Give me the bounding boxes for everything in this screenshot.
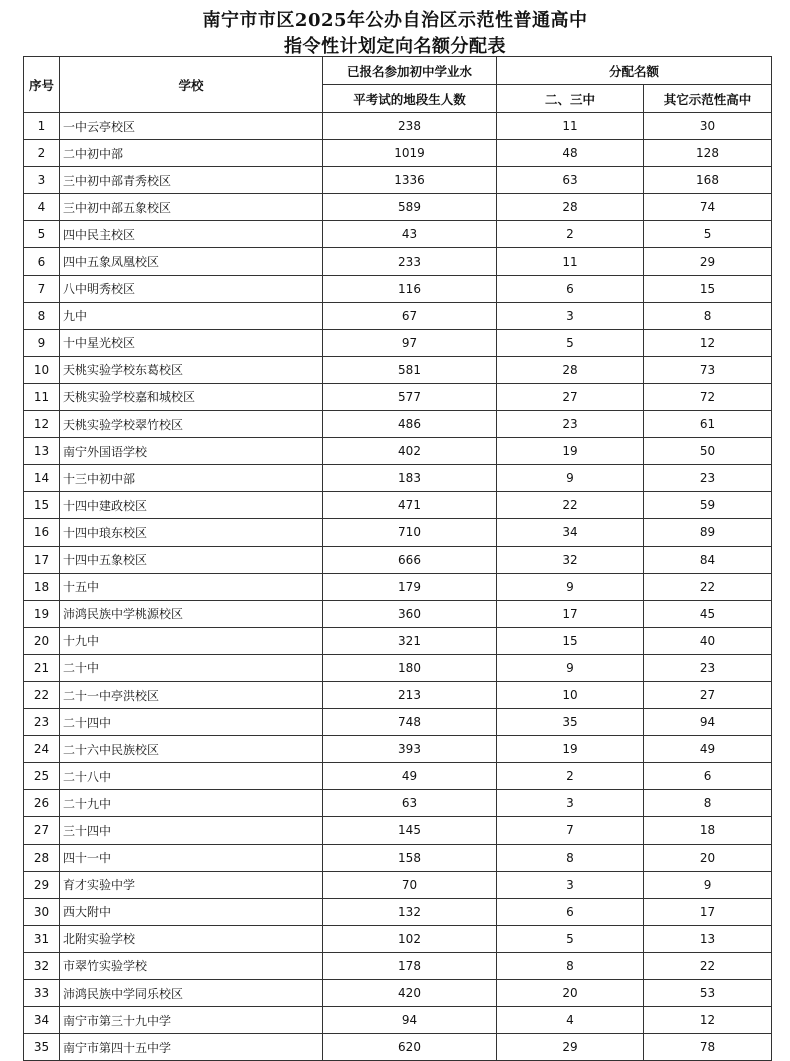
school-name-cell: 南宁市第四十五中学 [60,1034,323,1061]
school-name-cell: 二十一中亭洪校区 [60,681,323,708]
table-row [24,573,772,600]
row-index-cell: 19 [24,600,60,627]
registered-count-cell: 471 [323,492,497,519]
table-row [24,898,772,925]
table-row [24,1007,772,1034]
registered-count-cell: 97 [323,329,497,356]
table-row [24,952,772,979]
quota-group-a-cell: 20 [497,980,644,1007]
quota-group-b-cell: 72 [644,383,772,410]
quota-group-b-cell: 6 [644,763,772,790]
row-index-cell: 35 [24,1034,60,1061]
registered-count-cell: 238 [323,113,497,140]
school-name-cell: 十九中 [60,627,323,654]
row-index-cell: 33 [24,980,60,1007]
row-index-cell: 27 [24,817,60,844]
quota-group-a-cell: 27 [497,383,644,410]
row-index-cell: 28 [24,844,60,871]
quota-group-a-cell: 2 [497,221,644,248]
table-row [24,654,772,681]
registered-count-cell: 321 [323,627,497,654]
registered-count-cell: 132 [323,898,497,925]
quota-group-a-cell: 8 [497,844,644,871]
header-registered-line-2: 平考试的地段生人数 [323,85,497,113]
school-name-cell: 二十九中 [60,790,323,817]
table-row [24,167,772,194]
school-name-cell: 西大附中 [60,898,323,925]
row-index-cell: 8 [24,302,60,329]
quota-group-b-cell: 5 [644,221,772,248]
table-row [24,871,772,898]
allocation-table [23,56,772,1061]
school-name-cell: 十三中初中部 [60,465,323,492]
row-index-cell: 1 [24,113,60,140]
row-index-cell: 15 [24,492,60,519]
quota-group-a-cell: 5 [497,329,644,356]
quota-group-a-cell: 9 [497,573,644,600]
quota-group-a-cell: 10 [497,681,644,708]
school-name-cell: 十四中琅东校区 [60,519,323,546]
quota-group-b-cell: 8 [644,302,772,329]
quota-group-b-cell: 74 [644,194,772,221]
row-index-cell: 14 [24,465,60,492]
header-group-a: 二、三中 [497,85,644,113]
registered-count-cell: 710 [323,519,497,546]
quota-group-b-cell: 22 [644,952,772,979]
registered-count-cell: 116 [323,275,497,302]
quota-group-a-cell: 6 [497,898,644,925]
row-index-cell: 11 [24,383,60,410]
table-row [24,113,772,140]
table-row [24,140,772,167]
registered-count-cell: 393 [323,736,497,763]
header-allocation: 分配名额 [497,57,772,85]
registered-count-cell: 1019 [323,140,497,167]
table-row [24,302,772,329]
table-row [24,709,772,736]
quota-group-a-cell: 5 [497,925,644,952]
quota-group-a-cell: 11 [497,113,644,140]
row-index-cell: 2 [24,140,60,167]
registered-count-cell: 102 [323,925,497,952]
quota-group-a-cell: 28 [497,356,644,383]
table-row [24,492,772,519]
row-index-cell: 5 [24,221,60,248]
school-name-cell: 四十一中 [60,844,323,871]
quota-group-a-cell: 8 [497,952,644,979]
quota-group-b-cell: 73 [644,356,772,383]
quota-group-a-cell: 63 [497,167,644,194]
registered-count-cell: 213 [323,681,497,708]
quota-group-a-cell: 32 [497,546,644,573]
table-row [24,681,772,708]
quota-group-a-cell: 3 [497,302,644,329]
quota-group-a-cell: 23 [497,411,644,438]
quota-group-b-cell: 13 [644,925,772,952]
school-name-cell: 南宁市第三十九中学 [60,1007,323,1034]
row-index-cell: 17 [24,546,60,573]
table-row [24,438,772,465]
quota-group-a-cell: 3 [497,790,644,817]
table-row [24,980,772,1007]
quota-group-b-cell: 45 [644,600,772,627]
quota-group-a-cell: 19 [497,438,644,465]
quota-group-b-cell: 168 [644,167,772,194]
school-name-cell: 十中星光校区 [60,329,323,356]
registered-count-cell: 158 [323,844,497,871]
school-name-cell: 三十四中 [60,817,323,844]
registered-count-cell: 180 [323,654,497,681]
quota-group-b-cell: 29 [644,248,772,275]
table-row [24,763,772,790]
quota-group-a-cell: 28 [497,194,644,221]
header-index: 序号 [24,57,60,113]
quota-group-b-cell: 18 [644,817,772,844]
row-index-cell: 12 [24,411,60,438]
school-name-cell: 九中 [60,302,323,329]
quota-group-b-cell: 94 [644,709,772,736]
row-index-cell: 29 [24,871,60,898]
school-name-cell: 二十中 [60,654,323,681]
registered-count-cell: 43 [323,221,497,248]
school-name-cell: 沛鸿民族中学同乐校区 [60,980,323,1007]
table-row [24,194,772,221]
registered-count-cell: 577 [323,383,497,410]
registered-count-cell: 70 [323,871,497,898]
quota-group-b-cell: 78 [644,1034,772,1061]
quota-group-b-cell: 61 [644,411,772,438]
table-row [24,627,772,654]
quota-group-b-cell: 27 [644,681,772,708]
registered-count-cell: 581 [323,356,497,383]
table-row [24,546,772,573]
header-school: 学校 [60,57,323,113]
quota-group-b-cell: 50 [644,438,772,465]
row-index-cell: 9 [24,329,60,356]
quota-group-b-cell: 40 [644,627,772,654]
school-name-cell: 一中云亭校区 [60,113,323,140]
quota-group-b-cell: 17 [644,898,772,925]
school-name-cell: 十四中五象校区 [60,546,323,573]
school-name-cell: 市翠竹实验学校 [60,952,323,979]
school-name-cell: 二中初中部 [60,140,323,167]
document-title-line-1: 南宁市市区2025年公办自治区示范性普通高中 [202,10,588,31]
row-index-cell: 34 [24,1007,60,1034]
table-row [24,383,772,410]
quota-group-a-cell: 2 [497,763,644,790]
quota-group-b-cell: 22 [644,573,772,600]
quota-group-b-cell: 12 [644,329,772,356]
table-row [24,329,772,356]
registered-count-cell: 183 [323,465,497,492]
registered-count-cell: 1336 [323,167,497,194]
header-group-b: 其它示范性高中 [644,85,772,113]
row-index-cell: 24 [24,736,60,763]
school-name-cell: 北附实验学校 [60,925,323,952]
row-index-cell: 32 [24,952,60,979]
row-index-cell: 4 [24,194,60,221]
registered-count-cell: 420 [323,980,497,1007]
school-name-cell: 三中初中部青秀校区 [60,167,323,194]
school-name-cell: 南宁外国语学校 [60,438,323,465]
row-index-cell: 7 [24,275,60,302]
quota-group-a-cell: 3 [497,871,644,898]
registered-count-cell: 748 [323,709,497,736]
row-index-cell: 23 [24,709,60,736]
school-name-cell: 十四中建政校区 [60,492,323,519]
quota-group-a-cell: 9 [497,465,644,492]
row-index-cell: 6 [24,248,60,275]
school-name-cell: 三中初中部五象校区 [60,194,323,221]
registered-count-cell: 360 [323,600,497,627]
school-name-cell: 天桃实验学校嘉和城校区 [60,383,323,410]
quota-group-b-cell: 30 [644,113,772,140]
quota-group-a-cell: 17 [497,600,644,627]
quota-group-b-cell: 20 [644,844,772,871]
quota-group-a-cell: 35 [497,709,644,736]
row-index-cell: 10 [24,356,60,383]
row-index-cell: 26 [24,790,60,817]
registered-count-cell: 179 [323,573,497,600]
quota-group-a-cell: 19 [497,736,644,763]
registered-count-cell: 233 [323,248,497,275]
row-index-cell: 13 [24,438,60,465]
school-name-cell: 四中民主校区 [60,221,323,248]
quota-group-a-cell: 48 [497,140,644,167]
table-row [24,817,772,844]
school-name-cell: 沛鸿民族中学桃源校区 [60,600,323,627]
registered-count-cell: 486 [323,411,497,438]
table-body [24,113,772,1061]
registered-count-cell: 666 [323,546,497,573]
quota-group-b-cell: 23 [644,465,772,492]
quota-group-a-cell: 9 [497,654,644,681]
table-row [24,275,772,302]
quota-group-b-cell: 84 [644,546,772,573]
quota-group-b-cell: 8 [644,790,772,817]
row-index-cell: 16 [24,519,60,546]
school-name-cell: 二十四中 [60,709,323,736]
row-index-cell: 18 [24,573,60,600]
table-row [24,465,772,492]
registered-count-cell: 67 [323,302,497,329]
table-row [24,736,772,763]
table-row [24,600,772,627]
quota-group-a-cell: 15 [497,627,644,654]
school-name-cell: 十五中 [60,573,323,600]
registered-count-cell: 589 [323,194,497,221]
quota-group-a-cell: 11 [497,248,644,275]
registered-count-cell: 620 [323,1034,497,1061]
table-row [24,1034,772,1061]
school-name-cell: 二十八中 [60,763,323,790]
table-row [24,925,772,952]
table-row [24,356,772,383]
row-index-cell: 20 [24,627,60,654]
school-name-cell: 八中明秀校区 [60,275,323,302]
school-name-cell: 四中五象凤凰校区 [60,248,323,275]
quota-group-a-cell: 29 [497,1034,644,1061]
registered-count-cell: 94 [323,1007,497,1034]
quota-group-b-cell: 15 [644,275,772,302]
table-row [24,790,772,817]
table-row [24,248,772,275]
quota-group-b-cell: 9 [644,871,772,898]
school-name-cell: 天桃实验学校东葛校区 [60,356,323,383]
row-index-cell: 25 [24,763,60,790]
school-name-cell: 育才实验中学 [60,871,323,898]
table-row [24,844,772,871]
quota-group-a-cell: 6 [497,275,644,302]
registered-count-cell: 402 [323,438,497,465]
quota-group-b-cell: 53 [644,980,772,1007]
quota-group-b-cell: 49 [644,736,772,763]
quota-group-b-cell: 23 [644,654,772,681]
header-registered-line-1: 已报名参加初中学业水 [323,57,497,85]
registered-count-cell: 49 [323,763,497,790]
school-name-cell: 二十六中民族校区 [60,736,323,763]
quota-group-a-cell: 22 [497,492,644,519]
registered-count-cell: 178 [323,952,497,979]
registered-count-cell: 145 [323,817,497,844]
quota-group-a-cell: 34 [497,519,644,546]
school-name-cell: 天桃实验学校翠竹校区 [60,411,323,438]
row-index-cell: 3 [24,167,60,194]
quota-group-b-cell: 89 [644,519,772,546]
quota-group-a-cell: 7 [497,817,644,844]
quota-group-b-cell: 128 [644,140,772,167]
registered-count-cell: 63 [323,790,497,817]
quota-group-b-cell: 12 [644,1007,772,1034]
quota-group-a-cell: 4 [497,1007,644,1034]
row-index-cell: 21 [24,654,60,681]
table-row [24,519,772,546]
document-title-line-2: 指令性计划定向名额分配表 [284,36,506,57]
row-index-cell: 22 [24,681,60,708]
row-index-cell: 31 [24,925,60,952]
row-index-cell: 30 [24,898,60,925]
table-row [24,411,772,438]
table-row [24,221,772,248]
quota-group-b-cell: 59 [644,492,772,519]
